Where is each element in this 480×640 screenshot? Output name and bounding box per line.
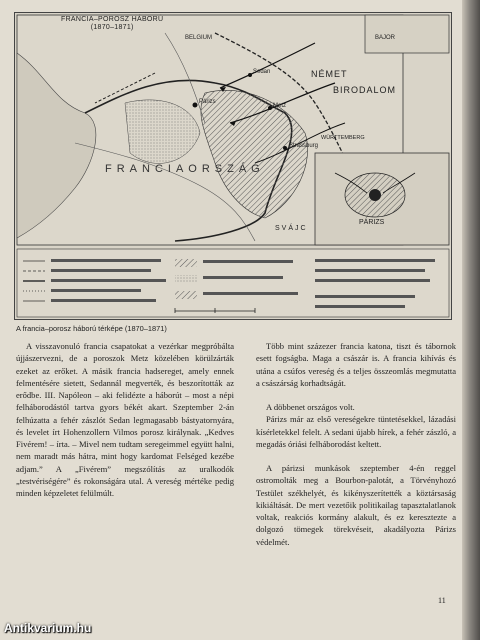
paragraph: A párizsi munkások szeptember 4-én reggel ostromolták meg a Bourbon-palotát, a Törvényhozó Testület székhelyét, és kikényszerítették a köztársaság kikiáltását. De mert vezetőik politikailag tapasztalatlanok voltak, reakciós kormány alakult, és ez keresztezte a dolgozó tömegek törekvéseit, akadályozta Párizs védelmét. bbox=[256, 463, 456, 547]
map-label-sedan: Sedan bbox=[253, 69, 271, 75]
map-label-metz: Metz bbox=[273, 103, 287, 109]
map-label-france: FRANCIAORSZÁG bbox=[105, 163, 265, 175]
map-title-line2: (1870–1871) bbox=[90, 24, 134, 31]
page-edge-shadow bbox=[462, 0, 480, 640]
paragraph: A visszavonuló francia csapatokat a vezérkar megpróbálta újjászervezni, de a poroszok Metz közelében körülzárták ezeket az erőket. A másik francia hadsereget, amely ennek felmentésére sietett, Sedannál megverték, és beszorították az erődbe. III. Napóleon – aki felidézte a háborút – most a népi felháborodástól tartva gyors békét akart. Szeptember 2-án felhúzatta a fehér zászlót Sedan legmagasabb bástyatornyára, és levelet írt Hohenzollern Vilmos porosz királynak. „Kedves Fivérem! – írta. – Mivel nem tudtam seregeimmel együtt halni, nem maradt más hátra, mint hogy kardomat Felséged kezébe adjam.” A „Fivérem” megszólítás az uralkodók „testvériségére” és rokonságára utal. A vereség mértéke pedig minden képzeletet felülmúlt. bbox=[16, 341, 234, 498]
map-label-inset-paris: PÁRIZS bbox=[359, 219, 385, 226]
text-column-right bbox=[256, 340, 456, 548]
map-label-germany: NÉMET bbox=[311, 69, 348, 79]
map-label-paris: Párizs bbox=[199, 99, 216, 105]
page-number: 11 bbox=[438, 596, 446, 605]
war-map bbox=[14, 12, 452, 320]
map-label-wurttemberg: WÜRTTEMBERG bbox=[321, 135, 365, 141]
map-title bbox=[61, 16, 163, 32]
map-label-empire: BIRODALOM bbox=[333, 85, 397, 95]
map-label-strassburg: Strassburg bbox=[289, 143, 319, 149]
paragraph: A döbbenet országos volt. bbox=[266, 402, 355, 412]
watermark: Antikvarium.hu bbox=[4, 621, 92, 635]
text-column-left bbox=[16, 340, 234, 499]
map-label-switzerland: SVÁJC bbox=[275, 225, 308, 232]
paragraph: Párizs már az első vereségekre tüntetésekkel, lázadási kísérletekkel felelt. A sedani újabb hírek, a fehér zászló, a megadás óriási felháborodást keltett. bbox=[256, 414, 456, 449]
paragraph: Több mint százezer francia katona, tiszt és tábornok esett fogságba. Maga a császár is. A francia kihívás és utána a csúfos vereség és a teljes összeomlás megmutatta a császárság korhadtságát. bbox=[256, 341, 456, 388]
map-caption: A francia–porosz háború térképe (1870–1871) bbox=[16, 324, 167, 333]
map-title-line1: FRANCIA–POROSZ HÁBORÚ bbox=[61, 16, 164, 23]
map-label-bavaria: BAJOR bbox=[375, 35, 396, 41]
map-label-belgium: BELGIUM bbox=[185, 35, 213, 41]
